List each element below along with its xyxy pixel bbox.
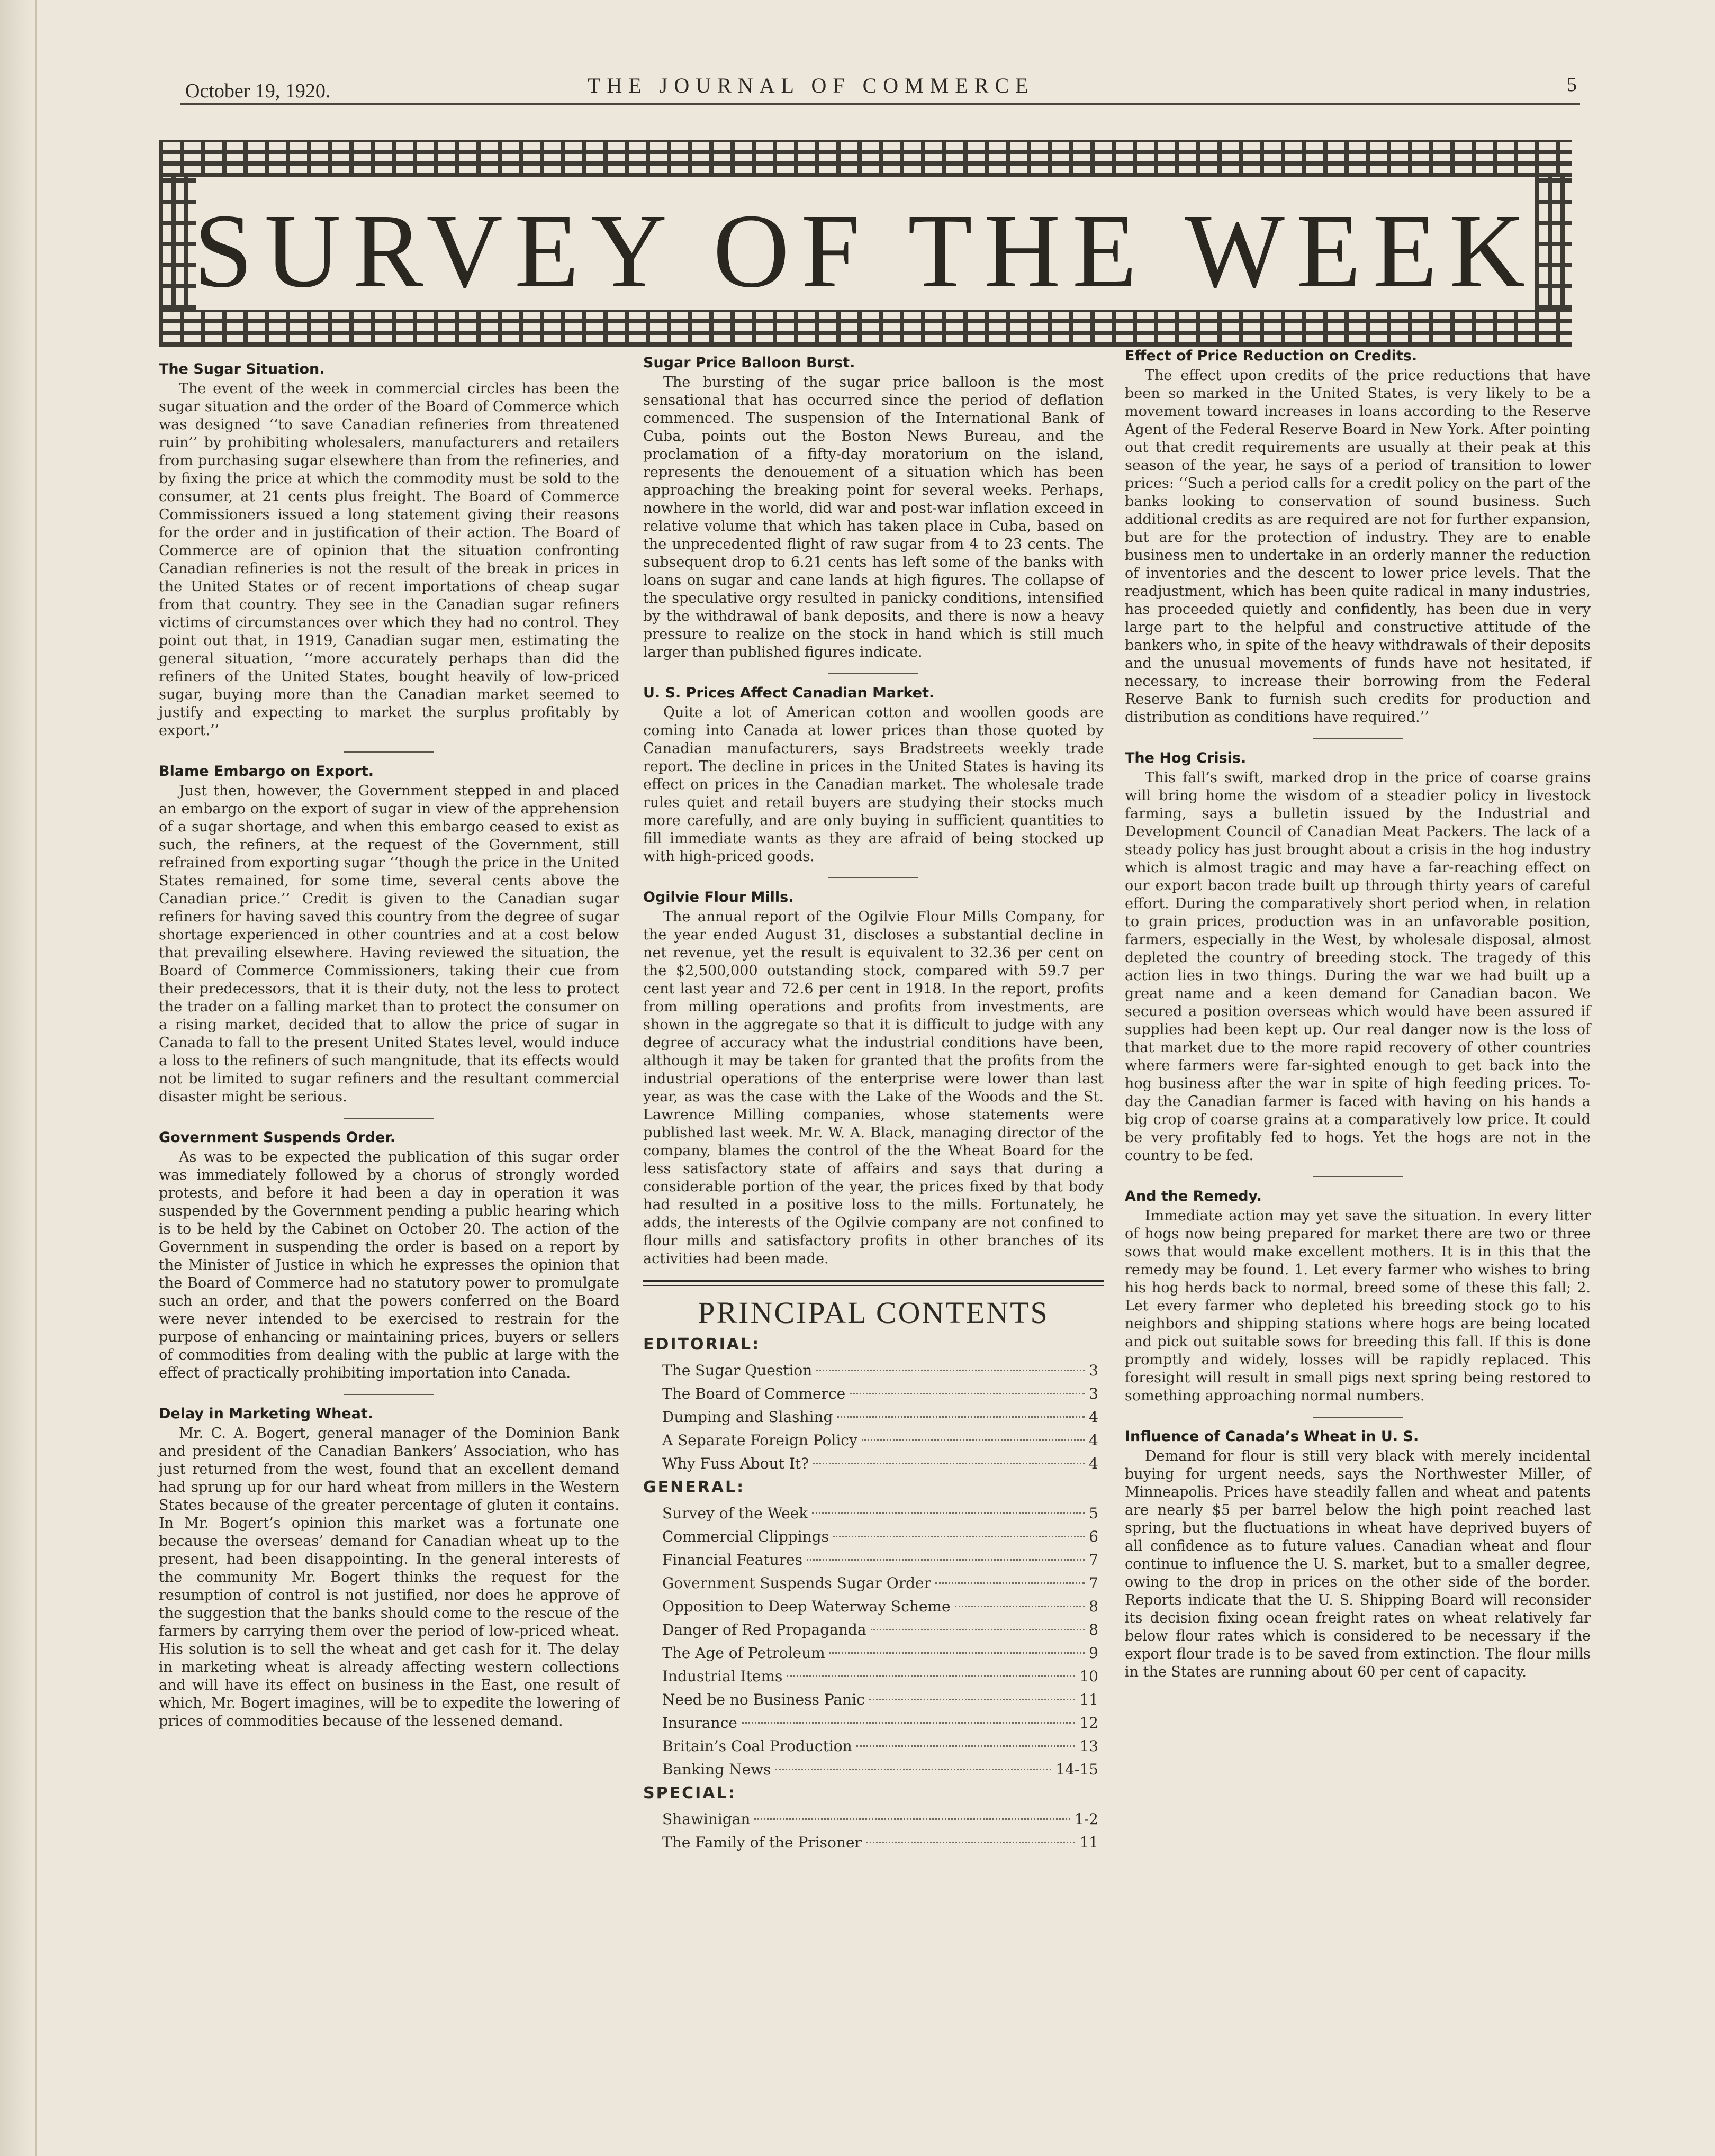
contents-item[interactable]: Government Suspends Sugar Order 7 (662, 1574, 1098, 1592)
article-hog-crisis (1125, 749, 1591, 1165)
article-body: Just then, however, the Government stepped in and placed an embargo on the export of sugar in view of the apprehension of a sugar shortage, and when this embargo ceased to exist as such, the refiners, at the request of the Government, still refrained from exporting sugar ‘‘though the price in the United States remained, for some time, several cents above the Canadian price.’’ Credit is given to the Canadian sugar refiners for having saved this country from the degree of sugar shortage experienced in other countries and at a cost below that prevailing elsewhere. Having reviewed the situation, the Board of Commerce Commissioners, taking their cue from their predecessors, that it is their duty, not the less to protect the trader on a falling market than to protect the consumer on a rising market, decided that to allow the price of sugar in Canada to fall to the present United States level, would induce a loss to the refiners of such mangnitude, that its effects would not be limited to sugar refiners and the resultant commercial disaster might be serious. (159, 783, 619, 1105)
contents-item[interactable]: The Age of Petroleum 9 (662, 1644, 1098, 1662)
article-body: The bursting of the sugar price balloon is the most sensational that has occurred since the period of deflation commenced. The suspension of the International Bank of Cuba, points out the Boston News Bureau, and the proclamation of a fifty-day moratorium on the island, represents the denouement of a situation which has been approaching the breaking point for several weeks. Perhaps, nowhere in the world, did war and post-war inflation exceed in relative volume that which has taken place in Cuba, based on the unprecedented flight of raw sugar from 4 to 23 cents. The subsequent drop to 6.21 cents has left some of the banks with loans on sugar and cane lands at high figures. The collapse of the speculative orgy resulted in panicky conditions, intensified by the withdrawal of bank deposits, and there is now a heavy pressure to realize on the stock in hand which is still much larger than published figures indicate. (643, 374, 1104, 660)
contents-item[interactable]: Insurance 12 (662, 1714, 1098, 1732)
contents-item[interactable]: Britain’s Coal Production 13 (662, 1737, 1098, 1755)
article-delay-marketing-wheat (159, 1405, 619, 1731)
article-body: This fall’s swift, marked drop in the price of coarse grains will bring home the wisdom of a steadier policy in livestock farming, says a bulletin issued by the Industrial and Development Council of Canadian Meat Packers. The lack of a steady policy has just brought about a crisis in the hog industry which is almost tragic and may have a far-reaching effect on our export bacon trade built up through thirty years of careful effort. During the comparatively short period when, in relation to grain prices, production was in an unfavorable position, farmers, especially in the West, by wholesale disposal, almost depleted the country of breeding stock. The tragedy of this action lies in two things. During the war we had built up a great name and a keen demand for Canadian bacon. We secured a position overseas which would have been assured if supplies had been kept up. Our real danger now is the loss of that market due to the more rapid recovery of other countries where farmers were far-sighted enough to get back into the hog business after the war in spite of high feeding prices. To-day the Canadian farmer is faced with having on his hands a big crop of coarse grains at a comparatively low price. It could be very profitably fed to hogs. Yet the hogs are not in the country to be fed. (1125, 769, 1591, 1164)
article-government-suspends (159, 1128, 619, 1382)
banner-title: SURVEY OF THE WEEK (194, 193, 1537, 310)
contents-item[interactable]: Industrial Items 10 (662, 1668, 1098, 1685)
contents-item[interactable]: The Family of the Prisoner 11 (662, 1834, 1098, 1851)
article-heading: Sugar Price Balloon Burst. (643, 355, 855, 371)
issue-date: October 19, 1920. (185, 80, 331, 102)
contents-double-rule (643, 1280, 1104, 1286)
contents-item[interactable]: A Separate Foreign Policy 4 (662, 1432, 1098, 1449)
article-ogilvie-flour (643, 888, 1104, 1268)
page-binding-edge (0, 0, 37, 2156)
article-body: Demand for flour is still very black with merely incidental buying for urgent needs, says the Northwester Miller, of Minneapolis. Prices have steadily fallen and wheat and patents are nearly $5 per barrel below the high point reached last spring, but the fluctuations in wheat have deprived buyers of all confidence as to future values. Canadian wheat and flour continue to influence the U. S. market, but to a smaller degree, owing to the drop in prices on the other side of the border. Reports indicate that the U. S. Shipping Board will reconsider its decision fixing ocean freight rates on wheat relatively far below flour rates which is considered to be necessary if the export flour trade is to be saved from extinction. The flour mills in the States are running about 60 per cent of capacity. (1125, 1448, 1591, 1680)
article-body: The effect upon credits of the price reductions that have been so marked in the United States, is very likely to be a movement toward increases in loans according to the Reserve Agent of the Federal Reserve Board in New York. After pointing out that credit requirements are usually at their peak at this season of the year, he says of a period of transition to lower prices: ‘‘Such a period calls for a credit policy on the part of the banks looking to conservation of sound business. Such additional credits as are required are not for further expansion, but are for the protection of industry. They are to enable business men to undertake in an orderly manner the reduction of inventories and the descent to lower price levels. That the readjustment, which has been quite radical in many industries, has proceeded quietly and confidently, has been due in very large part to the helpful and constructive attitude of the bankers who, in spite of the heavy withdrawals of their deposits and the unusual movements of funds have not hesitated, if necessary, to increase their borrowing from the Federal Reserve Bank to furnish such credits for production and distribution as conditions have required.’’ (1125, 367, 1591, 726)
contents-group-special: SPECIAL: (643, 1784, 736, 1802)
contents-group-editorial: EDITORIAL: (643, 1335, 761, 1354)
article-us-prices (643, 684, 1104, 866)
contents-item[interactable]: Survey of the Week 5 (662, 1505, 1098, 1522)
principal-contents-box (643, 1280, 1104, 1854)
contents-item[interactable]: Danger of Red Propaganda 8 (662, 1621, 1098, 1638)
article-sugar-situation (159, 360, 619, 740)
contents-item[interactable]: Commercial Clippings 6 (662, 1528, 1098, 1545)
article-heading: Influence of Canada’s Wheat in U. S. (1125, 1428, 1419, 1445)
journal-title: THE JOURNAL OF COMMERCE (588, 74, 1035, 97)
article-sugar-balloon (643, 354, 1104, 662)
article-blame-embargo (159, 762, 619, 1106)
article-heading: Government Suspends Order. (159, 1129, 396, 1146)
article-body: Mr. C. A. Bogert, general manager of the Dominion Bank and president of the Canadian Bankers’ Association, who has just returned from the west, found that an excellent demand had sprung up for our hard wheat from millers in the Western States because of the greater percentage of gluten it contains. In Mr. Bogert’s opinion this market was a fortunate one because the overseas’ demand for Canadian wheat up to the present, had been disappointing. In the general interests of the community Mr. Bogert thinks the request for the resumption of control is not justified, nor does he approve of the suggestion that the banks should come to the rescue of the farmers by carrying them over the period of low-priced wheat. His solution is to sell the wheat and get cash for it. The delay in marketing wheat is already affecting western collections and will have its effect on business in the East, one result of which, Mr. Bogert imagines, will be to expedite the lowering of prices of commodities because of the lessened demand. (159, 1425, 619, 1729)
section-divider (1313, 738, 1403, 739)
article-body: The event of the week in commercial circles has been the sugar situation and the order of the Board of Commerce which was designed ‘‘to save Canadian refineries from threatened ruin’’ by prohibiting wholesalers, manufacturers and retailers from purchasing sugar elsewhere than from the refineries, and by fixing the price at which the commodity must be sold to the consumer, at 21 cents plus freight. The Board of Commerce Commissioners issued a long statement giving their reasons for the order and in justification of their action. The Board of Commerce are of opinion that the situation confronting Canadian refineries is not the result of the break in prices in the United States or of recent importations of cheap sugar from that country. They see in the Canadian sugar refiners victims of circumstances over which they had no control. They point out that, in 1919, Canadian sugar men, estimating the general situation, ‘‘more accurately perhaps than did the refiners of the United States, bought heavily of low-priced sugar, buying more than the Canadian market seemed to justify and expecting to market the surplus profitably by export.’’ (159, 381, 619, 739)
greek-key-border-top (159, 140, 1572, 177)
contents-item[interactable]: Banking News 14-15 (662, 1761, 1098, 1778)
article-heading: U. S. Prices Affect Canadian Market. (643, 685, 935, 701)
section-divider (344, 751, 434, 753)
contents-group-general: GENERAL: (643, 1478, 745, 1497)
section-divider (1313, 1417, 1403, 1418)
contents-item[interactable]: The Board of Commerce 3 (662, 1385, 1098, 1402)
article-the-remedy (1125, 1187, 1591, 1405)
contents-item[interactable]: Dumping and Slashing 4 (662, 1408, 1098, 1426)
section-divider (828, 673, 918, 674)
article-heading: Delay in Marketing Wheat. (159, 1406, 373, 1422)
contents-item[interactable]: Financial Features 7 (662, 1551, 1098, 1569)
contents-item[interactable]: The Sugar Question 3 (662, 1362, 1098, 1379)
contents-title: PRINCIPAL CONTENTS (698, 1296, 1049, 1330)
article-price-reduction-credits (1125, 347, 1591, 727)
contents-item[interactable]: Need be no Business Panic 11 (662, 1691, 1098, 1708)
article-heading: Ogilvie Flour Mills. (643, 889, 794, 905)
article-body: Immediate action may yet save the situation. In every litter of hogs now being prepared for market there are two or three sows that would make excellent mothers. It is in this that the remedy may be found. 1. Let every farmer who wishes to bring his hog herds back to normal, breed some of these this fall; 2. Let every farmer who depleted his breeding stock go to his neighbors and shipping stations where hogs are being located and pick out suitable sows for breeding this fall. If this is done promptly and widely, losses will be rapidly replaced. This foresight will result in small pigs next spring being restored to something approaching normal numbers. (1125, 1208, 1591, 1404)
article-heading: Blame Embargo on Export. (159, 763, 374, 780)
article-body: As was to be expected the publication of this sugar order was immediately followed by a chorus of strongly worded protests, and before it had been a day in operation it was suspended by the Government pending a public hearing which is to be held by the Cabinet on October 20. The action of the Government in suspending the order is based on a report by the Minister of Justice in which he expresses the opinion that the Board of Commerce had no statutory power to promulgate such an order, and that the powers conferred on the Board were never intended to be exercised to restrain for the purpose of enhancing or maintaining prices, buyers or sellers of commodities from dealing with the public at large with the effect of practically prohibiting importation into Canada. (159, 1149, 619, 1381)
section-divider (344, 1118, 434, 1119)
page-header (180, 73, 1580, 105)
survey-banner (159, 140, 1572, 347)
article-canada-wheat-influence (1125, 1427, 1591, 1681)
contents-item[interactable]: Why Fuss About It? 4 (662, 1455, 1098, 1472)
article-body: Quite a lot of American cotton and woollen goods are coming into Canada at lower prices than those quoted by Canadian manufacturers, says Bradstreets weekly trade report. The decline in prices in the United States is having its effect on prices in the Canadian market. The wholesale trade rules quiet and retail buyers are studying their stocks much more carefully, and are only buying in sufficient quantities to fill immediate wants as they are afraid of being stocked up with high-priced goods. (643, 704, 1104, 865)
greek-key-border-bottom (159, 310, 1572, 347)
column-left (159, 360, 619, 1742)
section-divider (1313, 1176, 1403, 1177)
page-number: 5 (1567, 74, 1577, 96)
contents-item[interactable]: Opposition to Deep Waterway Scheme 8 (662, 1598, 1098, 1615)
article-heading: The Sugar Situation. (159, 361, 325, 377)
article-heading: And the Remedy. (1125, 1188, 1262, 1204)
column-middle (643, 354, 1104, 1854)
article-body: The annual report of the Ogilvie Flour Mills Company, for the year ended August 31, discloses a substantial decline in net revenue, yet the result is equivalent to 32.36 per cent on the $2,500,000 outstanding stock, compared with 59.7 per cent last year and 72.6 per cent in 1918. In the report, profits from milling operations and profits from investments, are shown in the aggregate so that it is difficult to judge with any degree of accuracy what the industrial conditions have been, although it may be taken for granted that the profits from the industrial operations of the enterprise were lower than last year, as was the case with the Lake of the Woods and the St. Lawrence Milling companies, whose statements were published last week. Mr. W. A. Black, managing director of the company, blames the control of the the Wheat Board for the less satisfactory state of affairs and says that during a considerable portion of the year, the prices fixed by that body had resulted in a positive loss to the mills. Fortunately, he adds, the interests of the Ogilvie company are not confined to flour mills and satisfactory profits in other branches of its activities had been made. (643, 909, 1104, 1267)
section-divider (828, 877, 918, 878)
article-heading: Effect of Price Reduction on Credits. (1125, 348, 1418, 364)
contents-item[interactable]: Shawinigan 1-2 (662, 1810, 1098, 1828)
column-right (1125, 347, 1591, 1693)
section-divider (344, 1394, 434, 1395)
article-heading: The Hog Crisis. (1125, 750, 1247, 766)
